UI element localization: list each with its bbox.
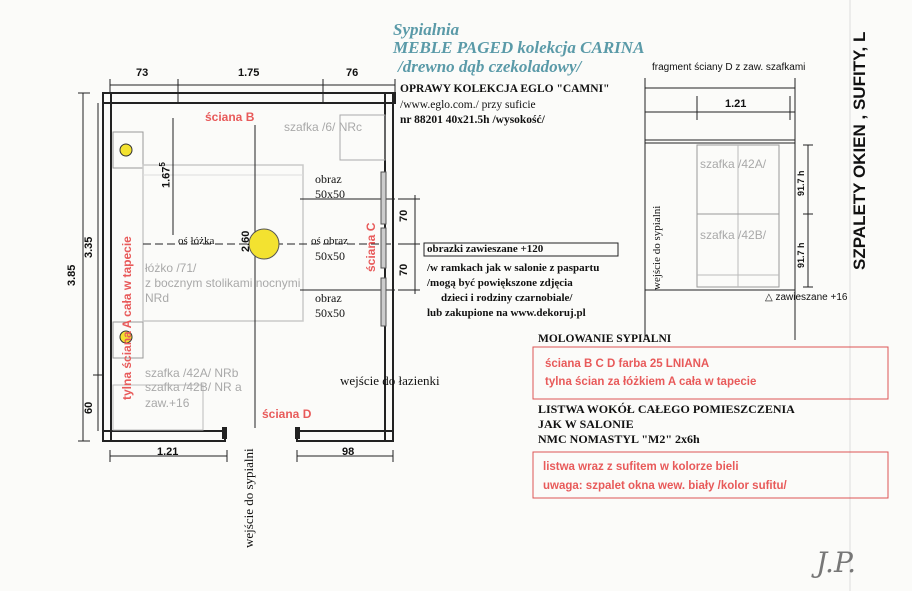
picture-frame-3 [381,278,386,326]
wall-bottom-right [297,431,393,441]
pictures-note-5: lub zakupione na www.dekoruj.pl [427,307,586,319]
painting-title: MOLOWANIE SYPIALNI [538,333,672,345]
dim-center-height: 2.60 [240,230,252,252]
painting-box [533,347,888,399]
pictures-note-1: obrazki zawieszane +120 [427,243,544,255]
trim-line-1: LISTWA WOKÓŁ CAŁEGO POMIESZCZENIA [538,402,795,416]
side-note: SZPALETY OKIEN , SUFITY, L [850,31,869,270]
cabinet-label-2: szafka /42B/ NR a [145,380,242,394]
dim-top-right: 76 [346,67,359,79]
bed-label-1: łóżko /71/ [145,261,197,275]
pictures-note-2: /w ramkach jak w salonie z paspartu [427,262,600,274]
wall-c-label: ściana C [364,222,378,272]
picture-frame-2 [381,228,386,268]
picture-axis-label: oś obraz [311,235,348,247]
picture1-label: obraz [315,172,342,186]
dim-bottom-right: 98 [342,446,355,458]
cabinet-label-1: szafka /42A/ NRb [145,366,239,380]
dim-left-bottom: 60 [83,401,95,414]
picture3-size: 50x50 [315,306,345,320]
lighting-line-1: OPRAWY KOLEKCJA EGLO "CAMNI" [400,83,610,95]
dim-right-upper: 70 [398,209,410,222]
painting-line-1: ściana B C D farba 25 LNIANA [545,358,710,370]
cabinet-label-3: zaw.+16 [145,396,190,410]
dim-right-lower: 70 [398,263,410,276]
fragment-width: 1.21 [725,98,747,110]
wall-top [103,93,395,103]
wardrobe-top-label: szafka /6/ NRc [284,120,363,134]
fragment-cabinet-a: szafka /42A/ [700,157,767,171]
wall-a-label: tylna ściana A cała w tapecie [120,236,134,400]
lighting-line-2: /www.eglo.com./ przy suficie [400,99,536,111]
dim-top-left: 73 [136,67,149,79]
pictures-note-3: /mogą być powiększone zdjęcia [427,277,573,289]
bed-label-3: NRd [145,291,170,305]
trim-line-2: JAK W SALONIE [538,417,634,431]
picture1-size: 50x50 [315,187,345,201]
picture2-size: 50x50 [315,249,345,263]
dim-top-mid: 1.75 [238,67,260,79]
fragment-h1: 91.7 h [796,170,806,196]
bed-label-2: z bocznym stolikami nocnymi [145,276,301,290]
signature: J.P. [816,546,857,579]
fragment-hang-note: △ zawieszane +16 [765,292,848,303]
picture-frame-1 [381,172,386,224]
wall-lamp-top [120,144,132,156]
trim-box-line-2: uwaga: szpalet okna wew. biały /kolor sufitu/ [543,480,787,492]
fragment-cabinet-b: szafka /42B/ [700,228,767,242]
lighting-line-3: nr 88201 40x21.5h /wysokość/ [400,114,545,126]
picture3-label: obraz [315,291,342,305]
title-line-2: MEBLE PAGED kolekcja CARINA [393,38,645,57]
wall-b-label: ściana B [205,110,255,124]
wall-left [103,93,111,441]
bathroom-entry-label: wejście do łazienki [340,373,440,388]
wall-bottom-left [103,431,225,441]
ceiling-lamp [249,229,279,259]
trim-line-3: NMC NOMASTYL "M2" 2x6h [538,432,700,446]
title-line-3: /drewno dąb czekoladowy/ [398,57,582,76]
trim-box-line-1: listwa wraz z sufitem w kolorze bieli [543,461,739,473]
dim-inner-vertical: 1.67$^5$ [158,162,173,188]
fragment-entry: wejście do sypialni [651,205,663,290]
pictures-note-4: dzieci i rodziny czarnobiale/ [441,292,573,304]
bedroom-entry-label: wejście do sypialni [241,448,256,548]
dim-left-outer: 3.85 [66,264,78,286]
painting-line-2: tylna ścian za łóżkiem A cała w tapecie [545,376,757,388]
dim-left-inner: 3.35 [83,236,95,258]
wall-d-label: ściana D [262,407,312,421]
bed-axis-label: oś łóżka [178,235,215,247]
fragment-h2: 91.7 h [796,242,806,268]
title-line-1: Sypialnia [393,20,460,39]
fragment-title: fragment ściany D z zaw. szafkami [652,62,806,73]
dim-bottom-left: 1.21 [157,446,179,458]
